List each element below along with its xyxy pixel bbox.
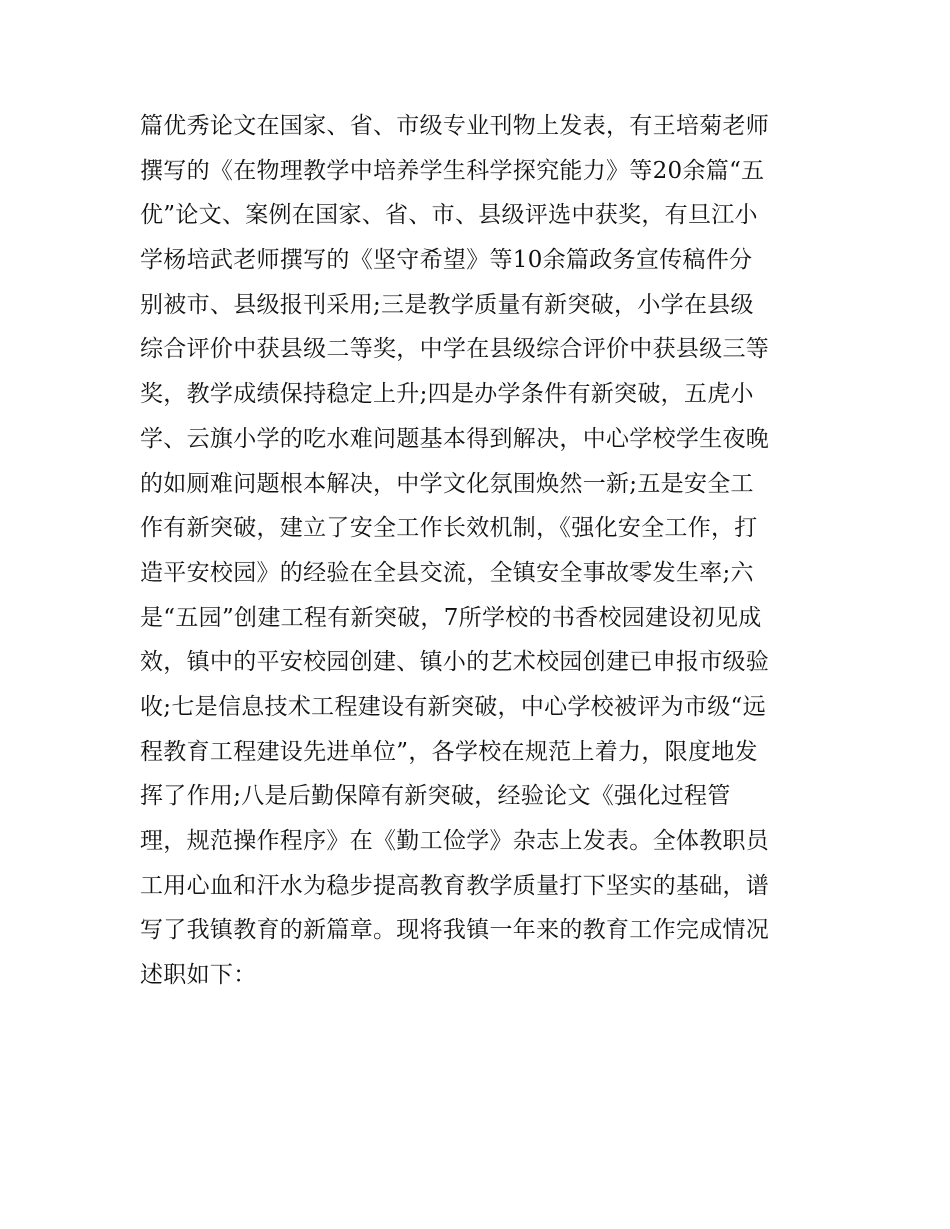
body-paragraph xyxy=(140,104,820,998)
paragraph-line: 的如厕难问题根本解决，中学文化氛围焕然一新;五是安全工 xyxy=(140,470,754,497)
paragraph-line: 奖，教学成绩保持稳定上升;四是办学条件有新突破，五虎小 xyxy=(140,381,754,408)
paragraph-line: 作有新突破，建立了安全工作长效机制，《强化安全工作，打 xyxy=(140,515,758,542)
paragraph-line: 述职如下： xyxy=(140,962,257,989)
paragraph-line: 工用心血和汗水为稳步提高教育教学质量打下坚实的基础，谱 xyxy=(140,872,770,899)
paragraph-line: 程教育工程建设先进单位”，各学校在规范上着力，限度地发 xyxy=(140,738,758,765)
paragraph-line: 造平安校园》的经验在全县交流，全镇安全事故零发生率;六 xyxy=(140,559,754,586)
paragraph-line: 学、云旗小学的吃水难问题基本得到解决，中心学校学生夜晚 xyxy=(140,425,770,452)
paragraph-line: 篇优秀论文在国家、省、市级专业刊物上发表，有王培菊老师 xyxy=(140,113,770,139)
paragraph-line: 理，规范操作程序》在《勤工俭学》杂志上发表。全体教职员 xyxy=(140,828,770,854)
paragraph-line: 是“五园”创建工程有新突破，7所学校的书香校园建设初见成 xyxy=(140,604,762,631)
paragraph-line: 写了我镇教育的新篇章。现将我镇一年来的教育工作完成情况 xyxy=(140,917,770,944)
paragraph-line: 别被市、县级报刊采用;三是教学质量有新突破，小学在县级 xyxy=(140,291,754,318)
paragraph-line: 收;七是信息技术工程建设有新突破，中心学校被评为市级“远 xyxy=(140,693,766,720)
paragraph-line: 效，镇中的平安校园创建、镇小的艺术校园创建已申报市级验 xyxy=(140,649,770,676)
paragraph-line: 综合评价中获县级二等奖，中学在县级综合评价中获县级三等 xyxy=(140,336,770,363)
paragraph-line: 优”论文、案例在国家、省、市、县级评选中获奖，有旦江小 xyxy=(140,202,758,229)
paragraph-line: 撰写的《在物理教学中培养学生科学探究能力》等20余篇“五 xyxy=(140,157,765,184)
paragraph-line: 学杨培武老师撰写的《坚守希望》等10余篇政务宣传稿件分 xyxy=(140,247,753,274)
paragraph-line: 挥了作用;八是后勤保障有新突破，经验论文《强化过程管 xyxy=(140,783,731,810)
